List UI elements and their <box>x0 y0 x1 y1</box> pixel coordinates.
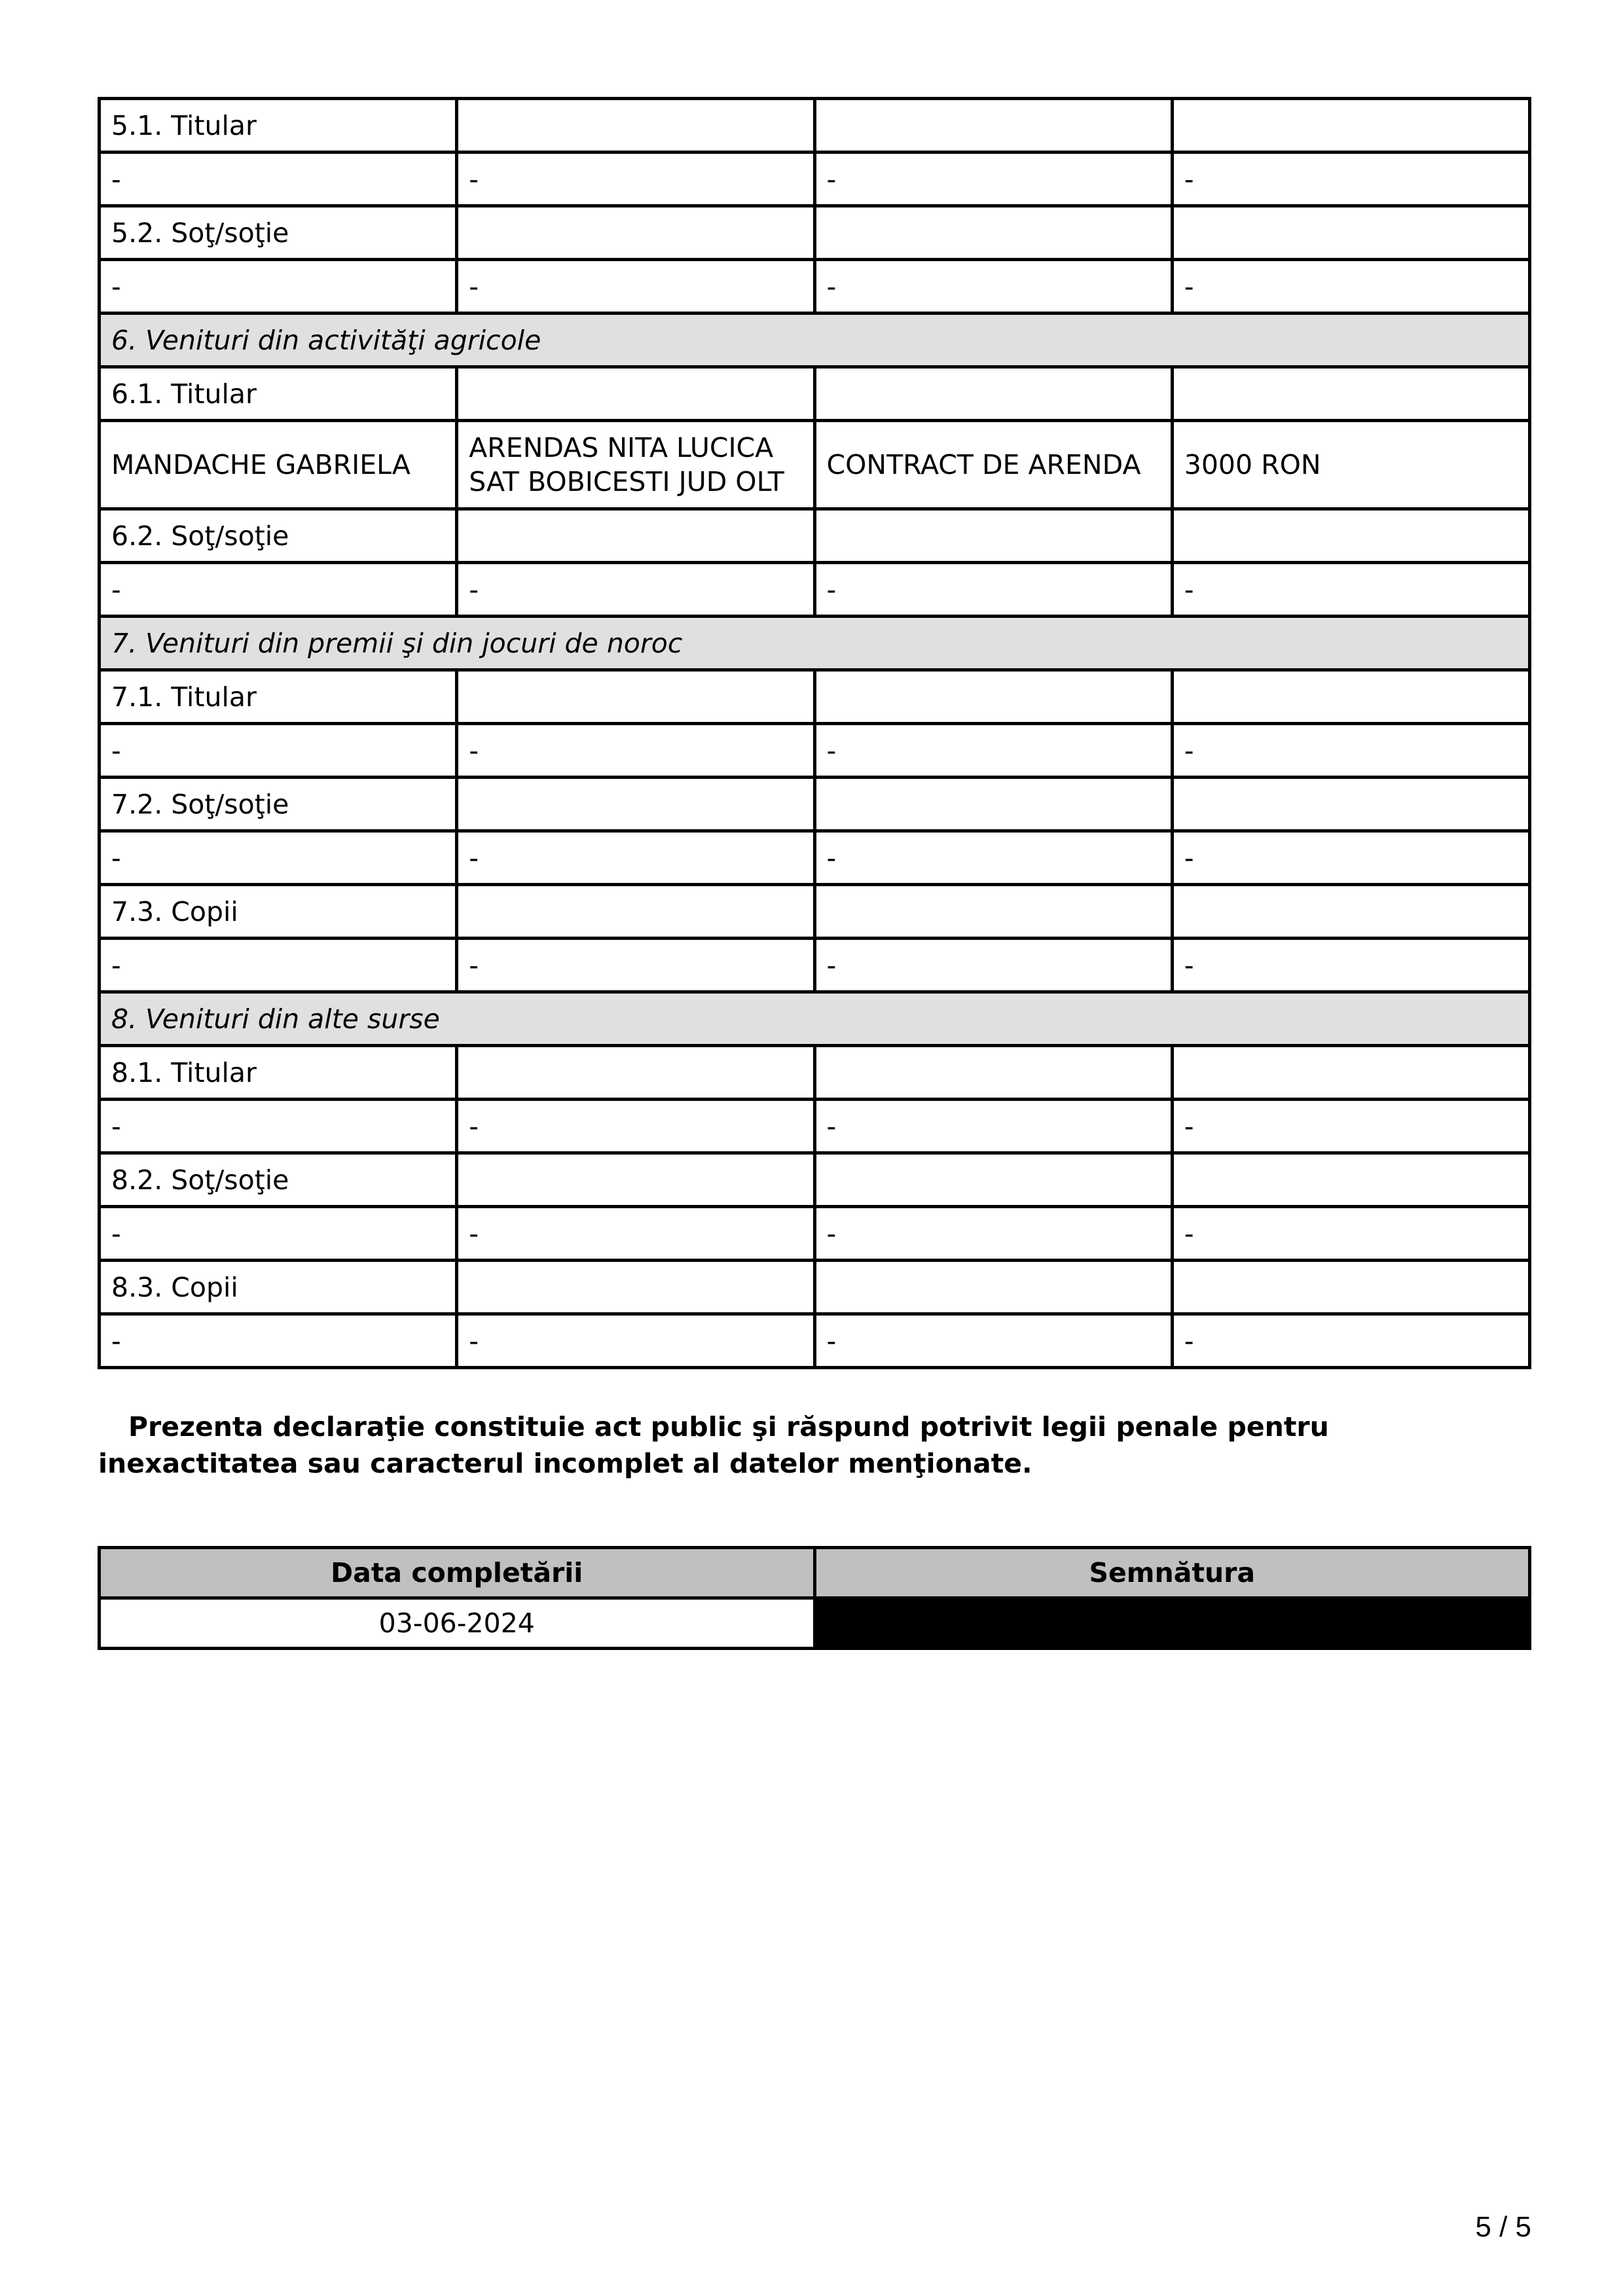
date-header: Data completării <box>100 1548 815 1598</box>
table-cell: - <box>100 1314 457 1368</box>
table-cell <box>457 778 814 831</box>
table-cell <box>814 99 1172 152</box>
table-row <box>100 1046 1530 1100</box>
table-row <box>100 563 1530 617</box>
table-cell <box>814 1153 1172 1207</box>
table-cell <box>457 206 814 260</box>
table-row <box>100 509 1530 563</box>
table-cell: 8.2. Soţ/soţie <box>100 1153 457 1207</box>
signature-header: Semnătura <box>814 1548 1530 1598</box>
table-cell: MANDACHE GABRIELA <box>100 421 457 509</box>
table-cell: - <box>814 1100 1172 1153</box>
table-cell: - <box>457 724 814 778</box>
table-cell <box>814 509 1172 563</box>
table-cell: - <box>100 563 457 617</box>
table-row <box>100 1314 1530 1368</box>
table-cell: - <box>814 1314 1172 1368</box>
declaration-statement: Prezenta declaraţie constituie act public şi răspund potrivit legii penale pentru inexactitatea sau caracterul incomplet al datelor menţionate. <box>98 1411 1329 1479</box>
table-cell <box>457 670 814 724</box>
table-cell: - <box>814 152 1172 206</box>
table-row <box>100 421 1530 509</box>
table-row <box>100 99 1530 152</box>
table-cell <box>457 99 814 152</box>
table-cell <box>814 1261 1172 1314</box>
table-cell: 6.1. Titular <box>100 367 457 421</box>
section-header-row <box>100 992 1530 1046</box>
table-cell: - <box>100 152 457 206</box>
table-row <box>100 670 1530 724</box>
table-row <box>100 1153 1530 1207</box>
table-cell: - <box>100 1207 457 1261</box>
signature-table <box>98 1546 1531 1650</box>
table-cell <box>1172 206 1529 260</box>
table-cell: - <box>100 1100 457 1153</box>
table-row <box>100 152 1530 206</box>
completion-date: 03-06-2024 <box>100 1598 815 1649</box>
table-cell: - <box>457 831 814 885</box>
table-cell <box>457 509 814 563</box>
table-row <box>100 1100 1530 1153</box>
table-cell: - <box>814 724 1172 778</box>
table-cell: 7.1. Titular <box>100 670 457 724</box>
table-cell <box>1172 1046 1529 1100</box>
table-cell: - <box>1172 1207 1529 1261</box>
signature-table-header-row <box>100 1548 1530 1598</box>
table-cell: - <box>1172 260 1529 314</box>
table-cell: 5.1. Titular <box>100 99 457 152</box>
table-cell: - <box>457 1314 814 1368</box>
table-cell: - <box>1172 563 1529 617</box>
table-row <box>100 1261 1530 1314</box>
table-cell: - <box>814 260 1172 314</box>
table-row <box>100 778 1530 831</box>
table-row <box>100 1207 1530 1261</box>
income-table-body <box>100 99 1530 1368</box>
table-cell: CONTRACT DE ARENDA <box>814 421 1172 509</box>
table-cell: - <box>100 260 457 314</box>
table-row <box>100 260 1530 314</box>
table-cell: ARENDAS NITA LUCICA SAT BOBICESTI JUD OLT <box>457 421 814 509</box>
table-cell: 8.1. Titular <box>100 1046 457 1100</box>
table-cell <box>457 1261 814 1314</box>
table-cell: - <box>457 260 814 314</box>
table-cell: 8.3. Copii <box>100 1261 457 1314</box>
table-row <box>100 831 1530 885</box>
table-cell: - <box>814 939 1172 992</box>
redacted-signature <box>814 1598 1530 1649</box>
table-cell: - <box>1172 152 1529 206</box>
section-title: 6. Venituri din activităţi agricole <box>100 314 1530 367</box>
section-header-row <box>100 314 1530 367</box>
table-cell: - <box>1172 1100 1529 1153</box>
table-cell: - <box>457 152 814 206</box>
table-cell: 7.2. Soţ/soţie <box>100 778 457 831</box>
table-cell <box>457 885 814 939</box>
table-cell: - <box>457 1100 814 1153</box>
table-cell <box>457 367 814 421</box>
table-cell <box>814 885 1172 939</box>
table-row <box>100 367 1530 421</box>
table-cell: - <box>814 831 1172 885</box>
table-cell <box>1172 670 1529 724</box>
table-row <box>100 724 1530 778</box>
table-cell: - <box>1172 831 1529 885</box>
signature-table-value-row <box>100 1598 1530 1649</box>
table-cell: - <box>814 1207 1172 1261</box>
table-cell: - <box>100 939 457 992</box>
table-cell: - <box>100 831 457 885</box>
table-cell: - <box>1172 939 1529 992</box>
table-cell <box>1172 1261 1529 1314</box>
table-cell <box>1172 1153 1529 1207</box>
table-cell <box>814 670 1172 724</box>
table-cell: - <box>100 724 457 778</box>
section-header-row <box>100 617 1530 670</box>
table-row <box>100 206 1530 260</box>
page-number: 5 / 5 <box>1475 2211 1531 2243</box>
section-title: 8. Venituri din alte surse <box>100 992 1530 1046</box>
table-cell <box>457 1046 814 1100</box>
table-cell <box>1172 885 1529 939</box>
table-cell: 3000 RON <box>1172 421 1529 509</box>
table-cell: - <box>457 1207 814 1261</box>
table-cell: - <box>1172 724 1529 778</box>
table-cell <box>1172 367 1529 421</box>
section-title: 7. Venituri din premii şi din jocuri de noroc <box>100 617 1530 670</box>
table-row <box>100 939 1530 992</box>
table-cell <box>814 1046 1172 1100</box>
table-cell: 6.2. Soţ/soţie <box>100 509 457 563</box>
table-cell: - <box>814 563 1172 617</box>
table-cell <box>1172 778 1529 831</box>
table-cell <box>814 367 1172 421</box>
table-cell <box>457 1153 814 1207</box>
table-cell <box>814 778 1172 831</box>
table-cell: 7.3. Copii <box>100 885 457 939</box>
table-row <box>100 885 1530 939</box>
table-cell: - <box>457 939 814 992</box>
table-cell <box>814 206 1172 260</box>
table-cell <box>1172 99 1529 152</box>
income-table <box>98 97 1531 1369</box>
table-cell: 5.2. Soţ/soţie <box>100 206 457 260</box>
table-cell: - <box>457 563 814 617</box>
table-cell: - <box>1172 1314 1529 1368</box>
table-cell <box>1172 509 1529 563</box>
